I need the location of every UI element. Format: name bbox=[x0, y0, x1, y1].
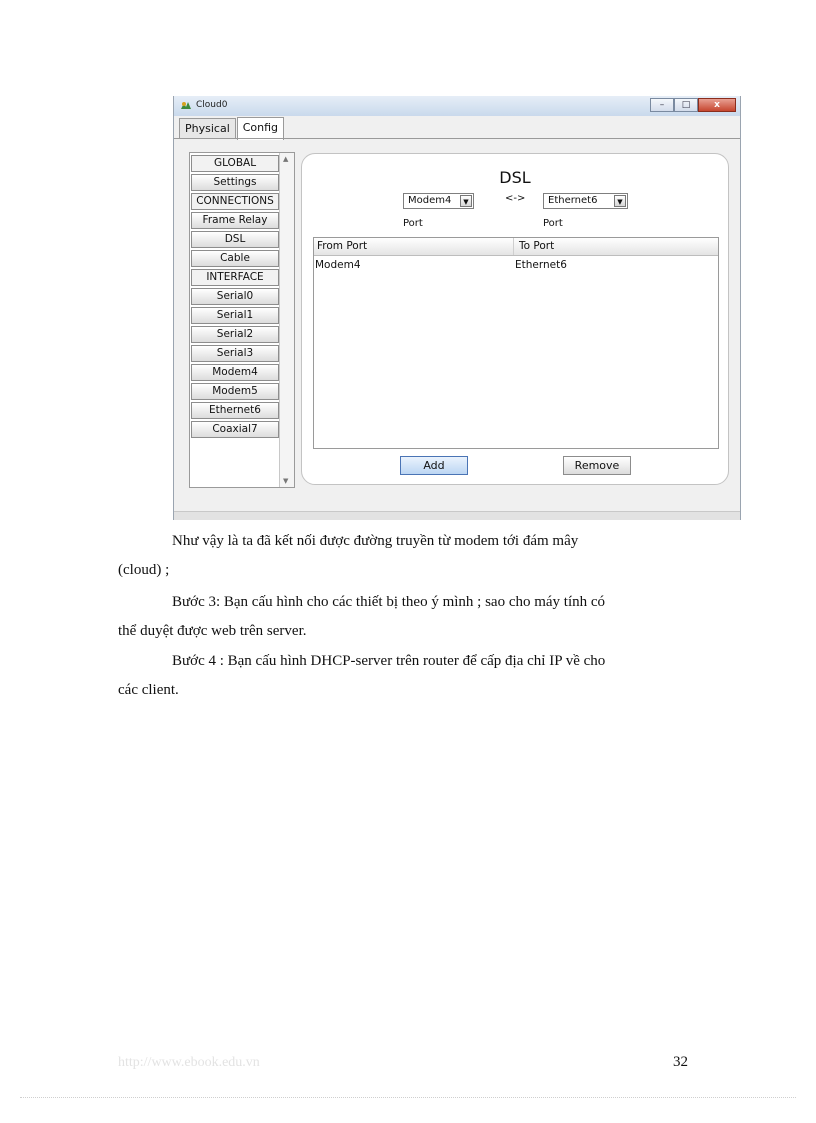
tab-config[interactable]: Config bbox=[237, 117, 284, 140]
minimize-button[interactable]: – bbox=[650, 98, 674, 112]
sidebar-header-connections: CONNECTIONS bbox=[191, 193, 279, 210]
dsl-panel bbox=[301, 153, 729, 485]
paragraph-3-line-1: Bước 4 : Bạn cấu hình DHCP-server trên router để cấp địa chỉ IP về cho bbox=[172, 653, 606, 669]
right-port-label: Port bbox=[543, 218, 563, 229]
swap-arrows: <-> bbox=[505, 193, 526, 204]
paragraph-1-line-2: (cloud) ; bbox=[118, 562, 170, 578]
sidebar-item-frame-relay[interactable]: Frame Relay bbox=[191, 212, 279, 229]
chevron-down-icon[interactable]: ▼ bbox=[614, 195, 626, 207]
sidebar-item-dsl[interactable]: DSL bbox=[191, 231, 279, 248]
column-from-port[interactable]: From Port bbox=[317, 240, 368, 252]
window-controls bbox=[650, 98, 736, 112]
tab-divider bbox=[174, 138, 740, 139]
paragraph-2-line-2: thể duyệt được web trên server. bbox=[118, 623, 307, 639]
left-port-label: Port bbox=[403, 218, 423, 229]
paragraph-1 bbox=[118, 527, 692, 585]
left-port-value: Modem4 bbox=[408, 195, 452, 206]
sidebar-header-interface: INTERFACE bbox=[191, 269, 279, 286]
column-divider bbox=[513, 238, 514, 255]
page-bottom-border bbox=[20, 1097, 796, 1098]
page-number: 32 bbox=[673, 1054, 688, 1070]
sidebar-item-ethernet6[interactable]: Ethernet6 bbox=[191, 402, 279, 419]
remove-button[interactable]: Remove bbox=[563, 456, 631, 475]
sidebar-item-serial1[interactable]: Serial1 bbox=[191, 307, 279, 324]
sidebar-scrollbar[interactable] bbox=[279, 153, 294, 487]
footer-url: http://www.ebook.edu.vn bbox=[118, 1055, 260, 1070]
window-titlebar bbox=[174, 96, 740, 116]
paragraph-1-line-1: Như vậy là ta đã kết nối được đường truyền từ modem tới đám mây bbox=[172, 533, 579, 549]
paragraph-3 bbox=[118, 647, 692, 705]
connection-table bbox=[313, 237, 719, 449]
config-sidebar bbox=[189, 152, 295, 488]
sidebar-item-serial2[interactable]: Serial2 bbox=[191, 326, 279, 343]
sidebar-item-modem4[interactable]: Modem4 bbox=[191, 364, 279, 381]
sidebar-item-modem5[interactable]: Modem5 bbox=[191, 383, 279, 400]
sidebar-item-coaxial7[interactable]: Coaxial7 bbox=[191, 421, 279, 438]
table-cell-to[interactable]: Ethernet6 bbox=[515, 259, 567, 271]
add-button[interactable]: Add bbox=[400, 456, 468, 475]
close-button[interactable]: x bbox=[698, 98, 736, 112]
sidebar-header-global: GLOBAL bbox=[191, 155, 279, 172]
cloud-config-window bbox=[173, 96, 741, 520]
scroll-down-icon[interactable]: ▼ bbox=[283, 477, 289, 485]
sidebar-list bbox=[191, 153, 279, 438]
chevron-down-icon[interactable]: ▼ bbox=[460, 195, 472, 207]
right-port-select[interactable] bbox=[543, 193, 628, 209]
tab-physical[interactable]: Physical bbox=[179, 118, 236, 139]
sidebar-item-serial0[interactable]: Serial0 bbox=[191, 288, 279, 305]
maximize-button[interactable]: □ bbox=[674, 98, 698, 112]
sidebar-item-cable[interactable]: Cable bbox=[191, 250, 279, 267]
left-port-select[interactable] bbox=[403, 193, 474, 209]
column-to-port[interactable]: To Port bbox=[519, 240, 555, 252]
table-cell-from[interactable]: Modem4 bbox=[315, 259, 361, 271]
table-header bbox=[314, 238, 718, 256]
sidebar-item-settings[interactable]: Settings bbox=[191, 174, 279, 191]
tab-bar bbox=[179, 117, 285, 139]
paragraph-3-line-2: các client. bbox=[118, 682, 179, 698]
sidebar-item-serial3[interactable]: Serial3 bbox=[191, 345, 279, 362]
paragraph-2-line-1: Bước 3: Bạn cấu hình cho các thiết bị theo ý mình ; sao cho máy tính có bbox=[172, 594, 606, 610]
window-title: Cloud0 bbox=[196, 100, 228, 110]
cloud-app-icon bbox=[179, 99, 193, 113]
paragraph-2 bbox=[118, 588, 692, 646]
panel-title: DSL bbox=[499, 168, 531, 187]
right-port-value: Ethernet6 bbox=[548, 195, 598, 206]
scroll-up-icon[interactable]: ▲ bbox=[283, 155, 289, 163]
window-bottom-strip bbox=[174, 511, 740, 520]
